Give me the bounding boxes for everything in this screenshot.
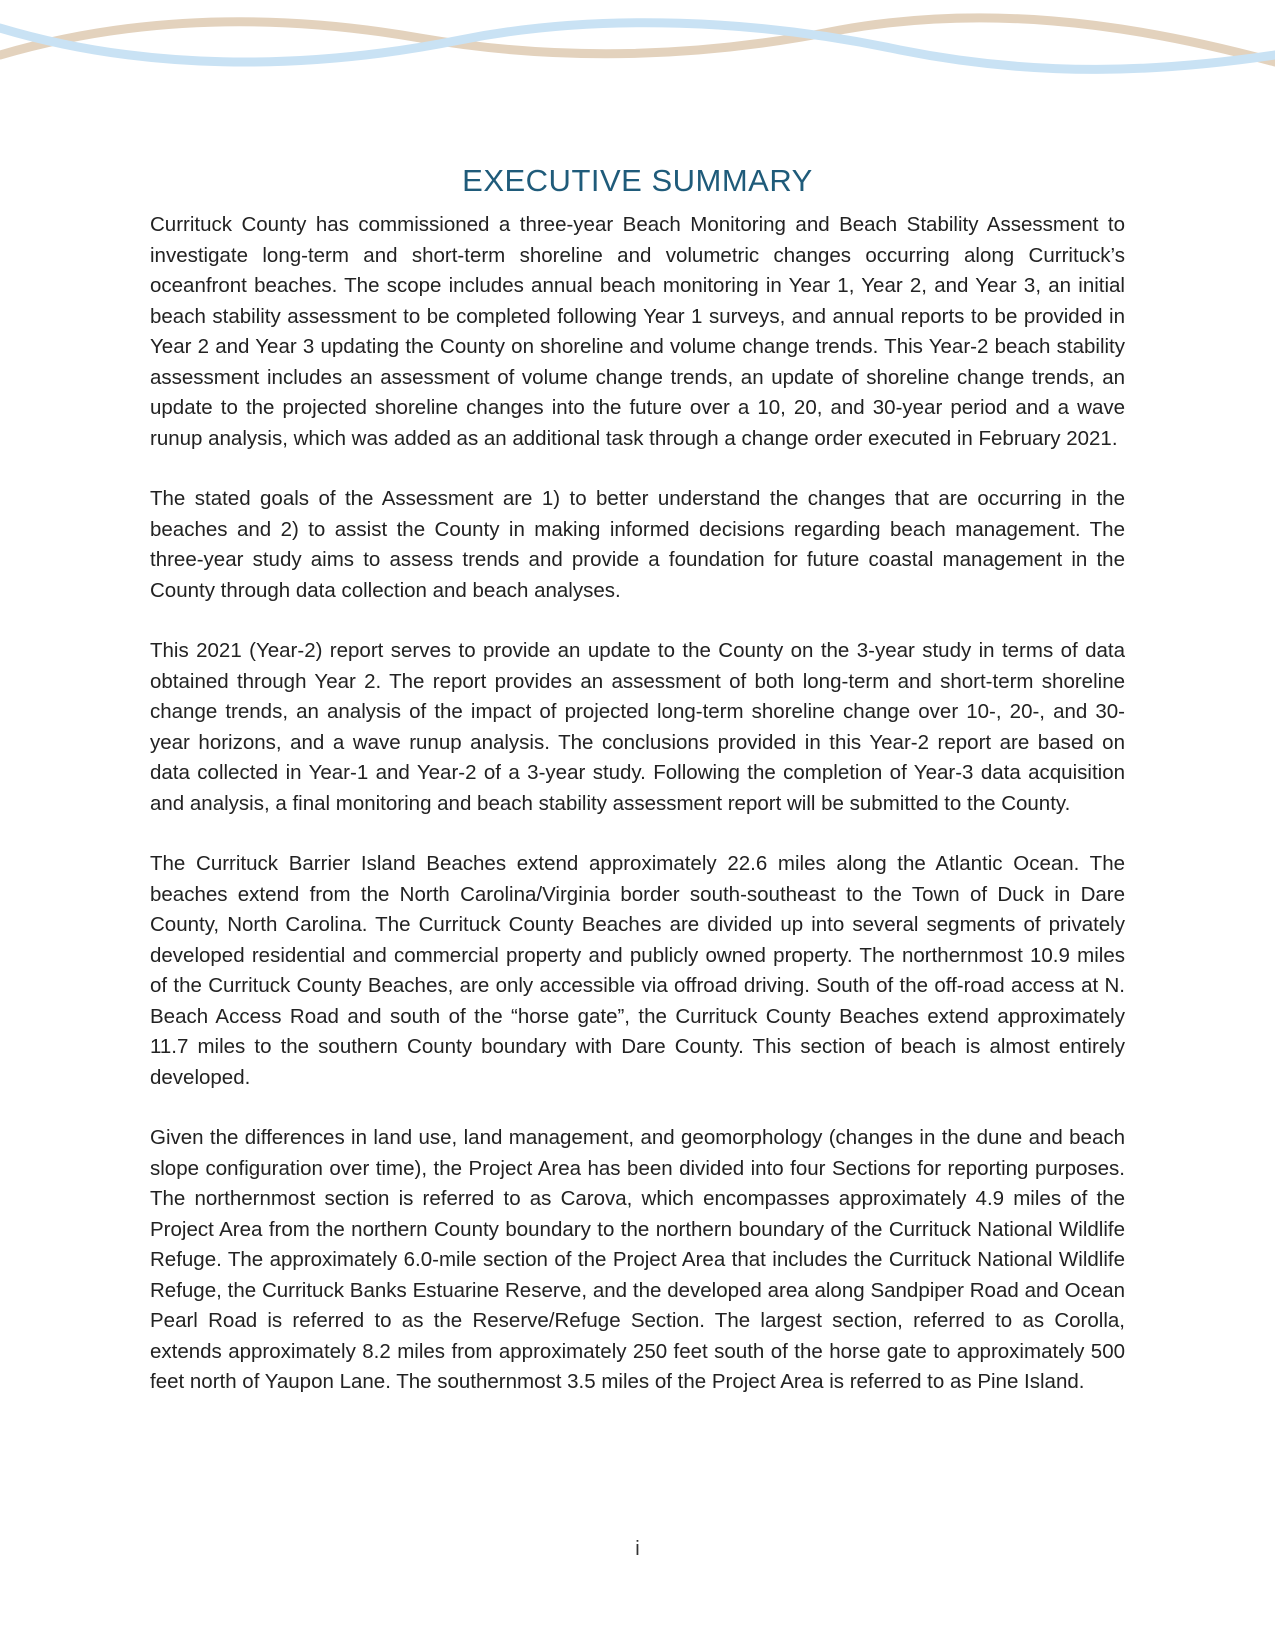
paragraph-2: The stated goals of the Assessment are 1) to better understand the changes that are occurring in the beaches and 2) to assist the County in making informed decisions regarding beach management. The three-year study aims to assess trends and provide a foundation for future coastal management in the County through data collection and beach analyses. xyxy=(150,487,1125,602)
page-title: EXECUTIVE SUMMARY xyxy=(462,163,813,198)
paragraph-1: Currituck County has commissioned a three-year Beach Monitoring and Beach Stability Assessment to investigate long-term and short-term shoreline and volumetric changes occurring along Currituck’s oceanfront beaches. The scope includes annual beach monitoring in Year 1, Year 2, and Year 3, an initial beach stability assessment to be completed following Year 1 surveys, and annual reports to be provided in Year 2 and Year 3 updating the County on shoreline and volume change trends. This Year-2 beach stability assessment includes an assessment of volume change trends, an update of shoreline change trends, an update to the projected shoreline changes into the future over a 10, 20, and 30-year period and a wave runup analysis, which was added as an additional task through a change order executed in February 2021. xyxy=(150,213,1125,450)
body-text xyxy=(150,210,1125,1428)
wave-decoration xyxy=(0,0,1275,90)
page-number: i xyxy=(635,1538,640,1560)
paragraph-4: The Currituck Barrier Island Beaches extend approximately 22.6 miles along the Atlantic Ocean. The beaches extend from the North Carolina/Virginia border south-southeast to the Town of Duck in Dare County, North Carolina. The Currituck County Beaches are divided up into several segments of privately developed residential and commercial property and publicly owned property. The northernmost 10.9 miles of the Currituck County Beaches, are only accessible via offroad driving. South of the off-road access at N. Beach Access Road and south of the “horse gate”, the Currituck County Beaches extend approximately 11.7 miles to the southern County boundary with Dare County. This section of beach is almost entirely developed. xyxy=(150,852,1125,1089)
water-wave xyxy=(0,23,1275,70)
paragraph-5: Given the differences in land use, land management, and geomorphology (changes in the dune and beach slope configuration over time), the Project Area has been divided into four Sections for reporting purposes. The northernmost section is referred to as Carova, which encompasses approximately 4.9 miles of the Project Area from the northern County boundary to the northern boundary of the Currituck National Wildlife Refuge. The approximately 6.0-mile section of the Project Area that includes the Currituck National Wildlife Refuge, the Currituck Banks Estuarine Reserve, and the developed area along Sandpiper Road and Ocean Pearl Road is referred to as the Reserve/Refuge Section. The largest section, referred to as Corolla, extends approximately 8.2 miles from approximately 250 feet south of the horse gate to approximately 500 feet north of Yaupon Lane. The southernmost 3.5 miles of the Project Area is referred to as Pine Island. xyxy=(150,1126,1125,1393)
paragraph-3: This 2021 (Year-2) report serves to provide an update to the County on the 3-year study in terms of data obtained through Year 2. The report provides an assessment of both long-term and short-term shoreline change trends, an analysis of the impact of projected long-term shoreline change over 10-, 20-, and 30-year horizons, and a wave runup analysis. The conclusions provided in this Year-2 report are based on data collected in Year-1 and Year-2 of a 3-year study. Following the completion of Year-3 data acquisition and analysis, a final monitoring and beach stability assessment report will be submitted to the County. xyxy=(150,639,1125,815)
